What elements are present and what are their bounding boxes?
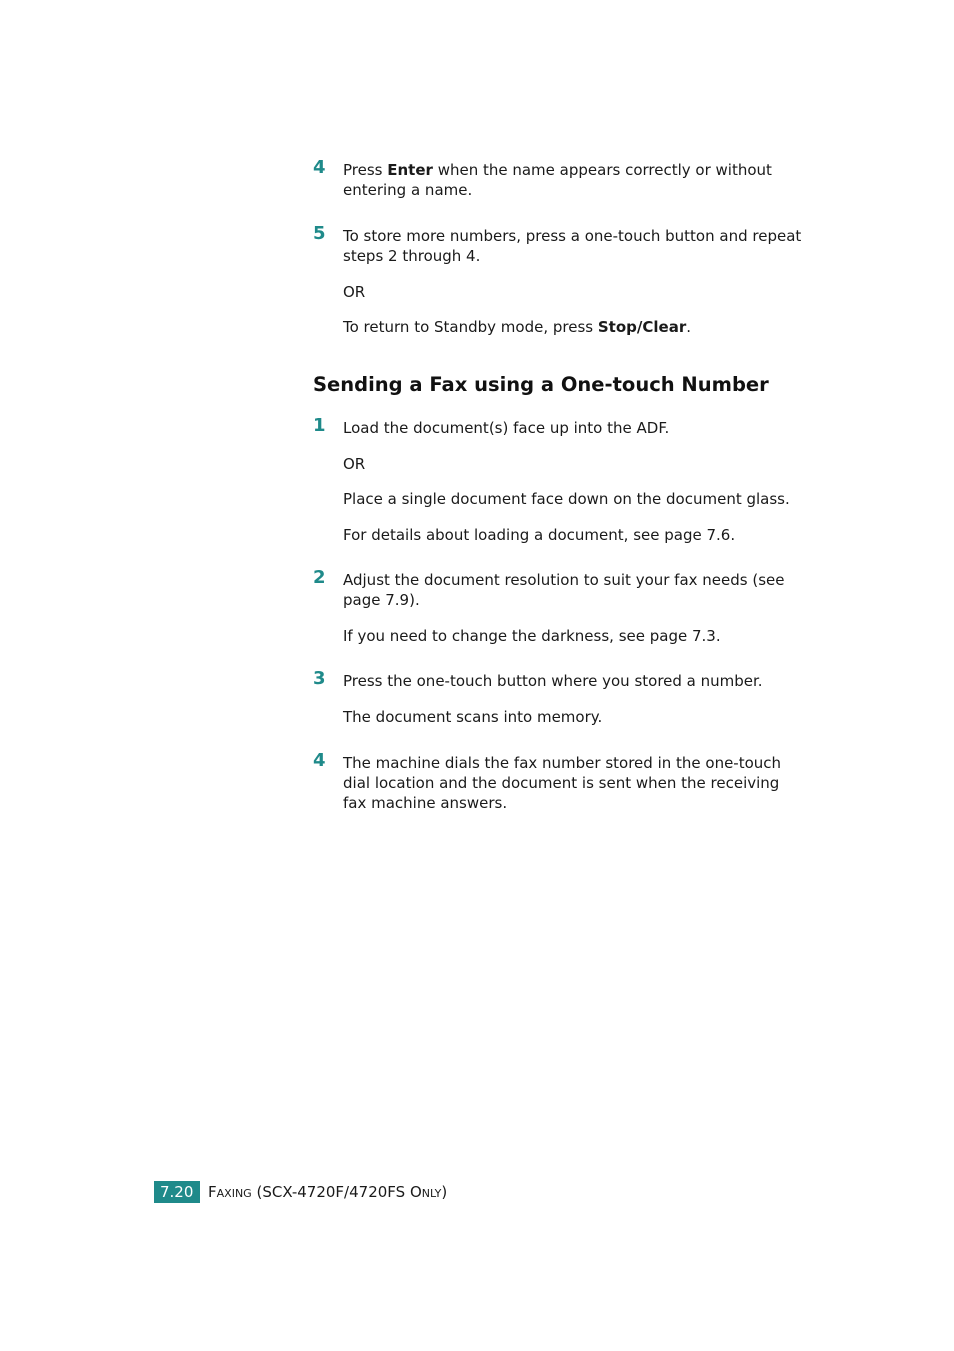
step-number: 4 bbox=[313, 750, 326, 771]
step-number: 5 bbox=[313, 223, 326, 244]
step-text: Adjust the document resolution to suit your fax needs (see page 7.9). bbox=[343, 571, 785, 609]
section-heading: Sending a Fax using a One-touch Number bbox=[313, 373, 769, 396]
details-loading-note: For details about loading a document, see page 7.6. bbox=[343, 526, 736, 544]
step-text: Load the document(s) face up into the ADF. bbox=[343, 419, 670, 437]
step-number: 4 bbox=[313, 157, 326, 178]
or-label: OR bbox=[343, 455, 366, 473]
step-5-store-more bbox=[313, 223, 803, 266]
step-3-press-button bbox=[313, 668, 803, 691]
step-number: 2 bbox=[313, 567, 326, 588]
step-text: The machine dials the fax number stored in the one-touch dial location and the document is sent when the receiving fax machine answers. bbox=[343, 754, 782, 812]
scans-note: The document scans into memory. bbox=[343, 708, 603, 726]
step-number: 1 bbox=[313, 415, 326, 436]
step-text: Press the one-touch button where you stored a number. bbox=[343, 672, 763, 690]
place-glass-note: Place a single document face down on the document glass. bbox=[343, 490, 790, 508]
or-label: OR bbox=[343, 283, 366, 301]
page-number: 7.20 bbox=[154, 1181, 200, 1203]
standby-note: To return to Standby mode, press Stop/Clear. bbox=[343, 318, 691, 336]
step-4-enter bbox=[313, 157, 803, 200]
step-text: Press Enter when the name appears correctly or without entering a name. bbox=[343, 161, 772, 199]
chapter-title: FAXING (SCX-4720F/4720FS ONLY) bbox=[208, 1183, 448, 1201]
step-number: 3 bbox=[313, 668, 326, 689]
step-4-dials bbox=[313, 750, 803, 813]
step-1-load bbox=[313, 415, 803, 438]
darkness-note: If you need to change the darkness, see page 7.3. bbox=[343, 627, 721, 645]
step-text: To store more numbers, press a one-touch button and repeat steps 2 through 4. bbox=[343, 227, 802, 265]
page-footer bbox=[154, 1181, 447, 1203]
step-2-resolution bbox=[313, 567, 803, 610]
